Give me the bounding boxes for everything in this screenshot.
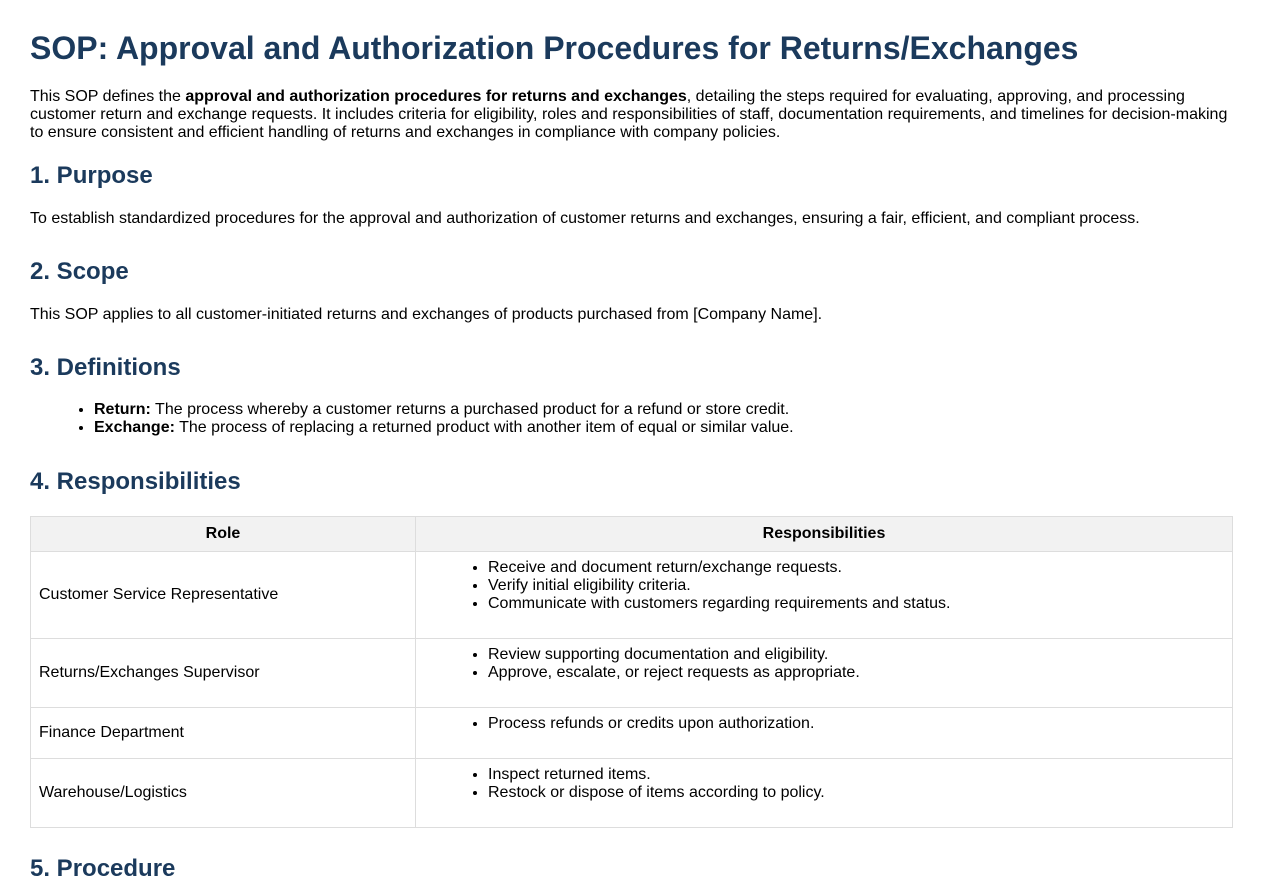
duty-item: • Communicate with customers regarding requirements and status.	[488, 595, 1232, 613]
duties-list	[416, 646, 1232, 682]
responsibilities-cell	[416, 552, 1233, 639]
intro-suffix: , detailing the steps required for evaluating, approving, and processing customer return and exchange requests. It includes criteria for eligibility, roles and responsibilities of staff, documentation requirements, and timelines for decision-making to ensure consistent and efficient handling of returns and exchanges in compliance with company policies.	[30, 88, 1228, 141]
intro-bold: approval and authorization procedures for returns and exchanges	[185, 88, 687, 105]
column-header-role: Role	[31, 517, 416, 552]
table-row	[31, 759, 1233, 828]
duty-item: • Inspect returned items.	[488, 766, 1232, 784]
role-cell: Customer Service Representative	[31, 552, 416, 639]
duties-list	[416, 766, 1232, 802]
definition-text: The process whereby a customer returns a purchased product for a refund or store credit.	[150, 401, 790, 418]
scope-text: This SOP applies to all customer-initiated returns and exchanges of products purchased from [Company Name].	[30, 306, 823, 323]
definition-text: The process of replacing a returned product with another item of equal or similar value.	[174, 419, 794, 436]
purpose-text: To establish standardized procedures for the approval and authorization of customer returns and exchanges, ensuring a fair, efficient, and compliant process.	[30, 210, 1140, 227]
procedure-heading: 5. Procedure	[30, 855, 176, 882]
responsibilities-table	[30, 516, 1233, 828]
definition-item	[94, 419, 794, 437]
duties-list	[416, 559, 1232, 613]
responsibilities-heading: 4. Responsibilities	[30, 468, 241, 495]
definitions-heading: 3. Definitions	[30, 354, 181, 381]
table-row	[31, 708, 1233, 759]
duty-item: • Approve, escalate, or reject requests as appropriate.	[488, 664, 1232, 682]
page-title: SOP: Approval and Authorization Procedures for Returns/Exchanges	[30, 30, 1079, 66]
table-row	[31, 639, 1233, 708]
definitions-list	[30, 401, 794, 437]
definition-item	[94, 401, 794, 419]
responsibilities-cell	[416, 759, 1233, 828]
definition-term: Return:	[94, 401, 151, 418]
role-cell: Finance Department	[31, 708, 416, 759]
role-cell: Returns/Exchanges Supervisor	[31, 639, 416, 708]
scope-heading: 2. Scope	[30, 258, 129, 285]
duty-item: • Receive and document return/exchange requests.	[488, 559, 1232, 577]
table-header-row	[31, 517, 1233, 552]
duty-item: • Restock or dispose of items according to policy.	[488, 784, 1232, 802]
intro-paragraph	[30, 88, 1235, 142]
duty-item: • Review supporting documentation and eligibility.	[488, 646, 1232, 664]
column-header-responsibilities: Responsibilities	[416, 517, 1233, 552]
responsibilities-cell	[416, 639, 1233, 708]
responsibilities-cell	[416, 708, 1233, 759]
table-row	[31, 552, 1233, 639]
purpose-heading: 1. Purpose	[30, 162, 153, 189]
duty-item: • Verify initial eligibility criteria.	[488, 577, 1232, 595]
duty-item: • Process refunds or credits upon authorization.	[488, 715, 1232, 733]
duties-list	[416, 715, 1232, 733]
role-cell: Warehouse/Logistics	[31, 759, 416, 828]
intro-prefix: This SOP defines the	[30, 88, 186, 105]
definition-term: Exchange:	[94, 419, 175, 436]
